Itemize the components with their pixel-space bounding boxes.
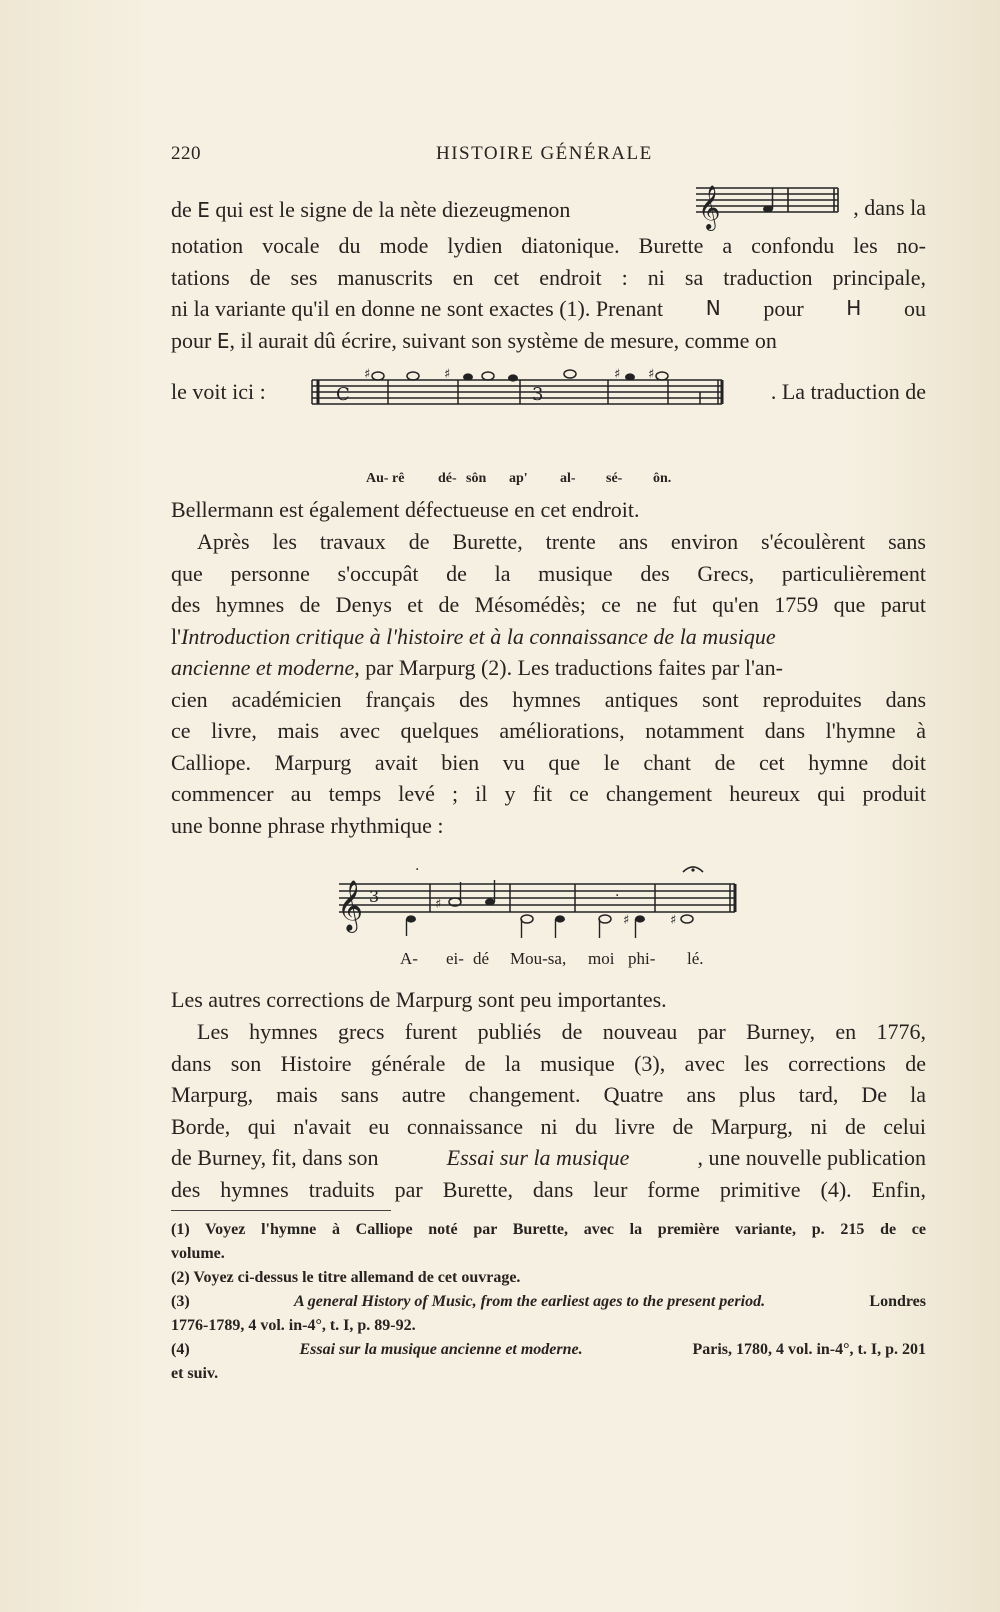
svg-text:C: C bbox=[336, 384, 351, 405]
text-line: tations de ses manuscrits en cet endroit : ni sa traduction principale, bbox=[171, 264, 926, 290]
music-staff-note bbox=[688, 176, 848, 236]
running-title: HISTOIRE GÉNÉRALE bbox=[436, 143, 653, 164]
page-header bbox=[171, 143, 926, 167]
footnote-4: (4) Essai sur la musique ancienne et moderne. Paris, 1780, 4 vol. in-4°, t. I, p. 201 bbox=[171, 1338, 926, 1362]
text-line: Les hymnes grecs furent publiés de nouveau par Burney, en 1776, bbox=[197, 1019, 926, 1044]
notation-symbol: H bbox=[846, 296, 862, 320]
music-staff-excerpt bbox=[308, 364, 728, 420]
book-page: 220 HISTOIRE GÉNÉRALE de E qui est le signe de la nète diezeugmenon 𝄞 , dans la notation vocale du mode lydien diatonique. Burette a confondu les no- tations de ses manuscrits en cet endroit : ni sa traduction principale, ni la variante qu'il en donne ne sont exactes (1). Prenant N pour H ou pour E, il aurait dû écrire, suivant son système de mesure, comme on le voit ici : C ♯ ♯ 3 ♯ ♯ . La traduction de Au- rê dé- sôn ap' al- sé- ôn. Bellermann est également défectueuse en cet endroit. Après les travaux de Burette, trente ans environ s'écoulèrent sans que personne s'occupât de la musique des Grecs, particulièrement des hymnes de Denys et de Mésomédès; ce ne fut qu'en 1759 que parut l'Introduction critique à l'histoire et à la connaissance de la musique ancienne et moderne, par Marpurg (2). Les traductions faites par l'an- cien académicien français des hymnes antiques sont reproduites dans ce livre, mais avec quelques améliorations, notamment dans l'hymne à Calliope. Marpurg avait bien vu que le chant de cet hymne doit commencer au temps levé ; il y fit ce changement heureux qui produit une bonne phrase rhythmique : 𝄞 3 · ♯ · ♯ ♯ A- ei- dé Mou-sa, moi phi- lé. Les autres corrections de Marpurg sont peu importantes. Les hymnes grecs furent publiés de nouveau par Burney, en 1776, dans son Histoire générale de la musique (3), avec les corrections de Marpurg, mais sans autre changement. Quatre ans plus tard, De la Borde, qui n'avait eu connaissance ni du livre de Marpurg, ni de celui de Burney, fit, dans son Essai sur la musique , une nouvelle publication des hymnes traduits par Burette, dans leur forme primitive (4). Enfin, (1) Voyez l'hymne à Calliope noté par Burette, avec la première variante, p. 215 de ce volume. (2) Voyez ci-dessus le titre allemand de cet ouvrage. (3) A general History of Music, from the earliest ages to the present period. Londres 1776-1789, 4 vol. in-4°, t. I, p. 89-92. (4) Essai sur la musique ancienne et moderne. Paris, 1780, 4 vol. in-4°, t. I, p. 201 et suiv. bbox=[0, 0, 1000, 1612]
page-number: 220 bbox=[171, 143, 201, 164]
svg-text:♯: ♯ bbox=[648, 367, 655, 382]
svg-text:♯: ♯ bbox=[444, 367, 451, 382]
text-line: ce livre, mais avec quelques améliorations, notamment dans l'hymne à bbox=[171, 718, 926, 743]
paragraph-1 bbox=[171, 185, 926, 427]
text-line: Après les travaux de Burette, trente ans environ s'écoulèrent sans bbox=[197, 529, 926, 554]
footnote-1: (1) Voyez l'hymne à Calliope noté par Burette, avec la première variante, p. 215 de ce bbox=[171, 1221, 926, 1238]
text-line: Les autres corrections de Marpurg sont peu importantes. bbox=[171, 987, 667, 1012]
book-title: Essai sur la musique ancienne et moderne. bbox=[299, 1341, 583, 1358]
footnote-rule bbox=[171, 1210, 391, 1211]
text-line: l'Introduction critique à l'histoire et à la connaissance de la musique bbox=[171, 623, 776, 649]
book-title: Essai sur la musique bbox=[446, 1145, 630, 1170]
text-line: de E qui est le signe de la nète diezeugmenon 𝄞 , dans la bbox=[171, 190, 926, 230]
book-title: Introduction critique à l'histoire et à la connaissance de la musique bbox=[181, 623, 776, 649]
text-line: Borde, qui n'avait eu connaissance ni du livre de Marpurg, ni de celui bbox=[171, 1113, 926, 1139]
text-line: pour E, il aurait dû écrire, suivant son système de mesure, comme on bbox=[171, 327, 777, 353]
text-line: des hymnes traduits par Burette, dans leur forme primitive (4). Enfin, bbox=[171, 1176, 926, 1202]
svg-text:♯: ♯ bbox=[364, 367, 371, 382]
notation-symbol: E bbox=[197, 197, 210, 222]
text-line: Calliope. Marpurg avait bien vu que le chant de cet hymne doit bbox=[171, 749, 926, 775]
text-line: ni la variante qu'il en donne ne sont exactes (1). Prenant N pour H ou bbox=[171, 293, 926, 325]
paragraph-2 bbox=[171, 526, 926, 841]
text-line: ancienne et moderne, par Marpurg (2). Les traductions faites par l'an- bbox=[171, 655, 784, 680]
text-line: des hymnes de Denys et de Mésomédès; ce ne fut qu'en 1759 que parut bbox=[171, 592, 926, 617]
svg-text:·: · bbox=[615, 888, 620, 904]
svg-text:♯: ♯ bbox=[623, 913, 630, 928]
svg-text:♯: ♯ bbox=[435, 897, 442, 912]
svg-text:3: 3 bbox=[532, 384, 544, 405]
footnotes: (1) Voyez l'hymne à Calliope noté par Burette, avec la première variante, p. 215 de ce volume. (2) Voyez ci-dessus le titre allemand de cet ouvrage. (3) A general History of Music, from the earliest ages to the present period. Londres 1776-1789, 4 vol. in-4°, t. I, p. 89-92. (4) Essai sur la musique ancienne et moderne. Paris, 1780, 4 vol. in-4°, t. I, p. 201 et suiv. bbox=[171, 1218, 926, 1386]
text-line: commencer au temps levé ; il y fit ce changement heureux qui produit bbox=[171, 781, 926, 806]
text-line: Bellermann est également défectueuse en cet endroit. bbox=[171, 497, 640, 522]
svg-text:♯: ♯ bbox=[614, 367, 621, 382]
text-line: de Burney, fit, dans son Essai sur la musique , une nouvelle publication bbox=[171, 1142, 926, 1174]
text-line: notation vocale du mode lydien diatonique. Burette a confondu les no- bbox=[171, 233, 926, 258]
notation-symbol: E bbox=[216, 328, 230, 353]
text-line: dans son Histoire générale de la musique (3), avec les corrections de bbox=[171, 1050, 926, 1076]
paragraph-3 bbox=[171, 984, 926, 1016]
footnote-2: (2) Voyez ci-dessus le titre allemand de cet ouvrage. bbox=[171, 1269, 521, 1286]
svg-text:3: 3 bbox=[369, 887, 380, 906]
paragraph-1-end bbox=[171, 494, 926, 526]
text-line: Marpurg, mais sans autre changement. Quatre ans plus tard, De la bbox=[171, 1082, 926, 1107]
paragraph-4 bbox=[171, 1016, 926, 1205]
svg-text:𝄞: 𝄞 bbox=[337, 880, 364, 931]
svg-text:·: · bbox=[415, 862, 420, 878]
svg-text:♯: ♯ bbox=[670, 913, 677, 928]
text-line: que personne s'occupât de la musique des Grecs, particulièrement bbox=[171, 560, 926, 586]
svg-text:𝄞: 𝄞 bbox=[697, 185, 721, 229]
text-line: une bonne phrase rhythmique : bbox=[171, 812, 444, 838]
notation-symbol: N bbox=[705, 296, 721, 320]
text-line: le voit ici : C ♯ ♯ 3 ♯ ♯ . La traduction de bbox=[171, 357, 926, 427]
book-title: ancienne et moderne bbox=[171, 655, 355, 680]
book-title: A general History of Music, from the earliest ages to the present period. bbox=[293, 1293, 766, 1310]
footnote-3: (3) A general History of Music, from the earliest ages to the present period. Londres bbox=[171, 1290, 926, 1314]
music-staff-hymn bbox=[335, 862, 745, 944]
text-line: cien académicien français des hymnes antiques sont reproduites dans bbox=[171, 686, 926, 712]
